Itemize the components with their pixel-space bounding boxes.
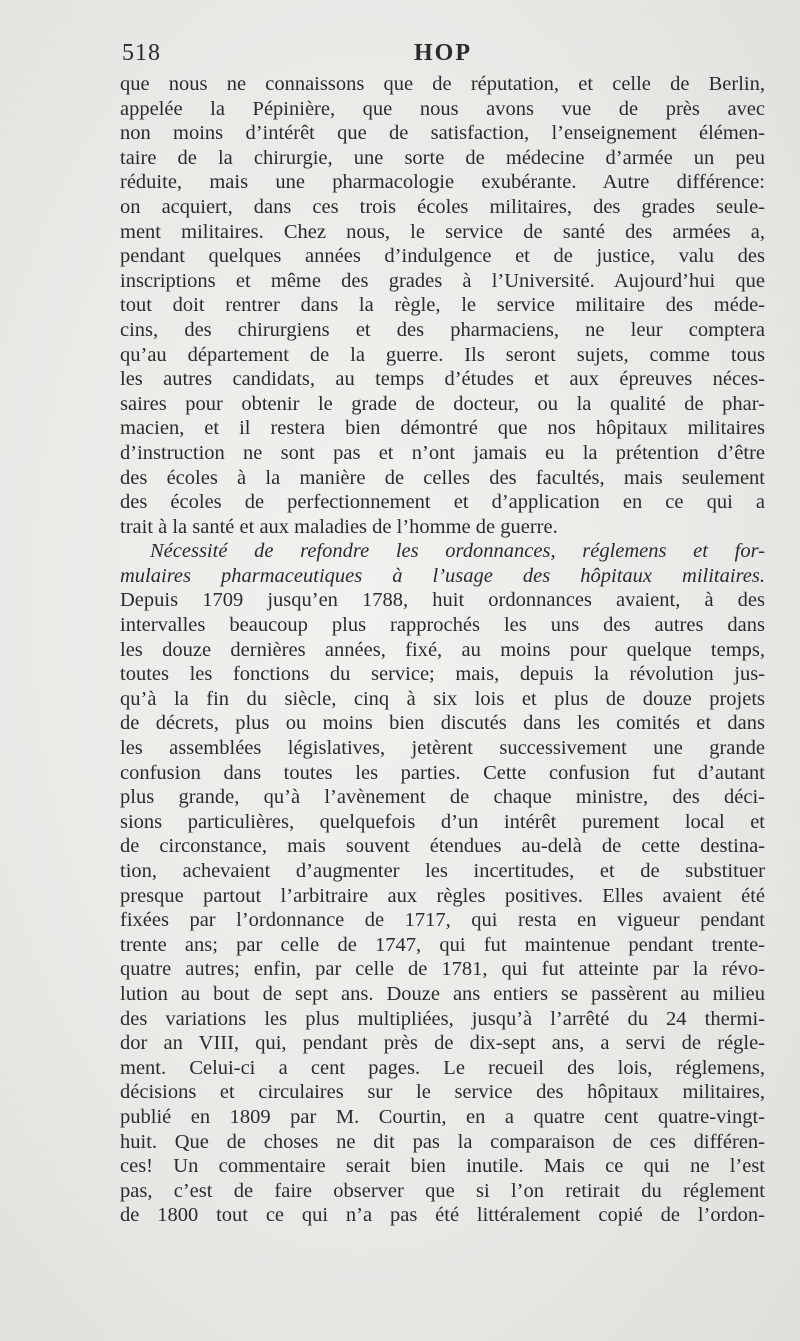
page-number: 518	[122, 40, 161, 66]
text-line: sions particulières, quelquefois d’un intérêt purement local et	[120, 810, 765, 833]
text-line: huit. Que de choses ne dit pas la comparaison de ces différen-	[120, 1130, 765, 1153]
text-line: des écoles de perfectionnement et d’application en ce qui a	[120, 491, 765, 514]
text-line: appelée la Pépinière, que nous avons vue de près avec	[120, 97, 765, 120]
text-line: trait à la santé et aux maladies de l’homme de guerre.	[120, 515, 558, 538]
running-head: HOP	[414, 40, 472, 66]
text-line: macien, et il restera bien démontré que nos hôpitaux militaires	[120, 417, 765, 440]
text-line: plus grande, qu’à l’avènement de chaque ministre, des déci-	[120, 786, 765, 809]
text-line: trente ans; par celle de 1747, qui fut maintenue pendant trente-	[120, 933, 765, 956]
text-line: qu’à la fin du siècle, cinq à six lois et plus de douze projets	[120, 687, 765, 710]
text-line: taire de la chirurgie, une sorte de médecine d’armée un peu	[120, 146, 765, 169]
text-line: ment. Celui-ci a cent pages. Le recueil des lois, réglemens,	[120, 1056, 765, 1079]
text-line: tout doit rentrer dans la règle, le service militaire des méde-	[120, 294, 765, 317]
text-line: réduite, mais une pharmacologie exubérante. Autre différence:	[120, 171, 765, 194]
text-line: dor an VIII, qui, pendant près de dix-sept ans, a servi de régle-	[120, 1032, 765, 1055]
text-line: les autres candidats, au temps d’études et aux épreuves néces-	[120, 368, 765, 391]
text-line: tion, achevaient d’augmenter les incertitudes, et de substituer	[120, 860, 765, 882]
text-line: des écoles à la manière de celles des facultés, mais seulement	[120, 466, 765, 489]
text-line: lution au bout de sept ans. Douze ans entiers se passèrent au milieu	[120, 982, 765, 1005]
text-line: non moins d’intérêt que de satisfaction, l’enseignement élémen-	[120, 122, 765, 145]
text-line: publié en 1809 par M. Courtin, en a quatre cent quatre-vingt-	[120, 1105, 765, 1128]
text-line: pendant quelques années d’indulgence et de justice, valu des	[120, 245, 765, 268]
text-line: de 1800 tout ce qui n’a pas été littéralement copié de l’ordon-	[120, 1204, 765, 1227]
text-line: Depuis 1709 jusqu’en 1788, huit ordonnances avaient, à des	[120, 589, 765, 612]
text-line: fixées par l’ordonnance de 1717, qui resta en vigueur pendant	[120, 909, 765, 932]
text-line: intervalles beaucoup plus rapprochés les uns des autres dans	[120, 614, 765, 637]
text-line: presque partout l’arbitraire aux règles positives. Elles avaient été	[120, 884, 765, 907]
text-line: les assemblées législatives, jetèrent successivement une grande	[120, 737, 765, 760]
text-line: de décrets, plus ou moins bien discutés dans les comités et dans	[120, 712, 765, 735]
text-line: saires pour obtenir le grade de docteur, ou la qualité de phar-	[120, 392, 765, 415]
text-line: des variations les plus multipliées, jusqu’à l’arrêté du 24 thermi-	[120, 1007, 765, 1030]
text-line: inscriptions et même des grades à l’Université. Aujourd’hui que	[120, 269, 765, 292]
body-text	[120, 72, 765, 1228]
text-line: décisions et circulaires sur le service des hôpitaux militaires,	[120, 1081, 765, 1104]
text-line: les douze dernières années, fixé, au moins pour quelque temps,	[120, 638, 765, 661]
text-line: toutes les fonctions du service; mais, depuis la révolution jus-	[120, 663, 765, 686]
text-line: ces! Un commentaire serait bien inutile. Mais ce qui ne l’est	[120, 1155, 765, 1178]
text-line: quatre autres; enfin, par celle de 1781, qui fut atteinte par la révo-	[120, 958, 765, 981]
section-heading-line: mulaires pharmaceutiques à l’usage des hôpitaux militaires.	[120, 564, 765, 587]
text-line: on acquiert, dans ces trois écoles militaires, des grades seule-	[120, 195, 765, 218]
page-header	[118, 40, 768, 70]
text-line: que nous ne connaissons que de réputation, et celle de Berlin,	[120, 73, 765, 95]
text-line: qu’au département de la guerre. Ils seront sujets, comme tous	[120, 343, 765, 366]
text-line: d’instruction ne sont pas et n’ont jamais eu la prétention d’être	[120, 441, 765, 464]
text-line: de circonstance, mais souvent étendues au-delà de cette destina-	[120, 835, 765, 858]
text-line: pas, c’est de faire observer que si l’on retirait du réglement	[120, 1179, 765, 1202]
text-line: confusion dans toutes les parties. Cette confusion fut d’autant	[120, 761, 765, 784]
section-heading-line: Nécessité de refondre les ordonnances, réglemens et for-	[150, 540, 765, 563]
text-line: cins, des chirurgiens et des pharmaciens, ne leur comptera	[120, 318, 765, 341]
text-line: ment militaires. Chez nous, le service de santé des armées a,	[120, 220, 765, 243]
